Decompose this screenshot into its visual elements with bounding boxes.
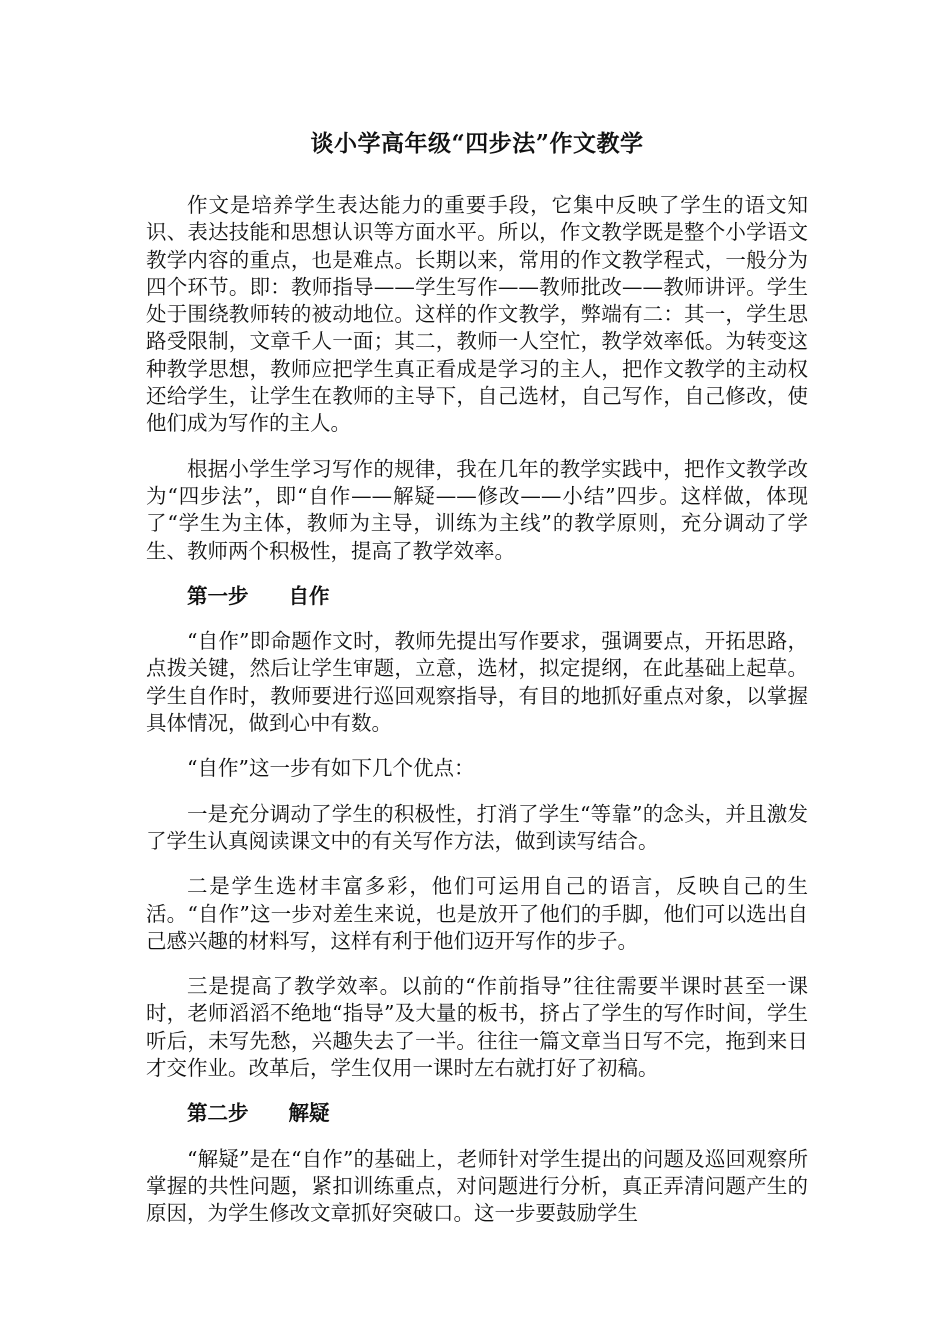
- step-name: 自作: [288, 583, 330, 608]
- intro-paragraph: 作文是培养学生表达能力的重要手段，它集中反映了学生的语文知识、表达技能和思想认识等方面水平。所以，作文教学既是整个小学语文教学内容的重点，也是难点。长期以来，常用的作文教学程式，一般分为四个环节。即：教师指导——学生写作——教师批改——教师讲评。学生处于围绕教师转的被动地位。这样的作文教学，弊端有二：其一，学生思路受限制，文章千人一面；其二，教师一人空忙，教学效率低。为转变这种教学思想，教师应把学生真正看成是学习的主人，把作文教学的主动权还给学生，让学生在教师的主导下，自己选材，自己写作，自己修改，使他们成为写作的主人。: [146, 193, 808, 436]
- document-page: [146, 128, 808, 1246]
- intro-paragraph: 根据小学生学习写作的规律，我在几年的教学实践中，把作文教学改为“四步法”，即“自作——解疑——修改——小结”四步。这样做，体现了“学生为主体，教师为主导，训练为主线”的教学原则，充分调动了学生、教师两个积极性，提高了教学效率。: [146, 456, 808, 563]
- body-paragraph: “自作”这一步有如下几个优点：: [187, 756, 475, 781]
- body-paragraph: “自作”即命题作文时，教师先提出写作要求，强调要点，开拓思路，点拨关键，然后让学生审题，立意，选材，拟定提纲，在此基础上起草。学生自作时，教师要进行巡回观察指导，有目的地抓好重点对象，以掌握具体情况，做到心中有数。: [146, 629, 808, 736]
- document-title: 谈小学高年级“四步法”作文教学: [310, 130, 644, 157]
- section-heading-step2: [146, 1100, 808, 1127]
- body-paragraph: “解疑”是在“自作”的基础上，老师针对学生提出的问题及巡回观察所掌握的共性问题，紧扣训练重点，对问题进行分析，真正弄清问题产生的原因，为学生修改文章抓好突破口。这一步要鼓励学生: [146, 1146, 808, 1226]
- step-name: 解疑: [288, 1101, 330, 1126]
- body-paragraph: 一是充分调动了学生的积极性，打消了学生“等靠”的念头，并且激发了学生认真阅读课文中的有关写作方法，做到读写结合。: [146, 801, 808, 853]
- body-paragraph: 二是学生选材丰富多彩，他们可运用自己的语言，反映自己的生活。“自作”这一步对差生来说，也是放开了他们的手脚，他们可以选出自己感兴趣的材料写，这样有利于他们迈开写作的步子。: [146, 874, 808, 953]
- step-label: 第二步: [187, 1101, 249, 1126]
- section-heading-step1: [146, 583, 808, 610]
- step-label: 第一步: [187, 583, 249, 608]
- body-paragraph: 三是提高了教学效率。以前的“作前指导”往往需要半课时甚至一课时，老师滔滔不绝地“指导”及大量的板书，挤占了学生的写作时间，学生听后，未写先愁，兴趣失去了一半。往往一篇文章当日写不完，拖到来日才交作业。改革后，学生仅用一课时左右就打好了初稿。: [146, 974, 808, 1081]
